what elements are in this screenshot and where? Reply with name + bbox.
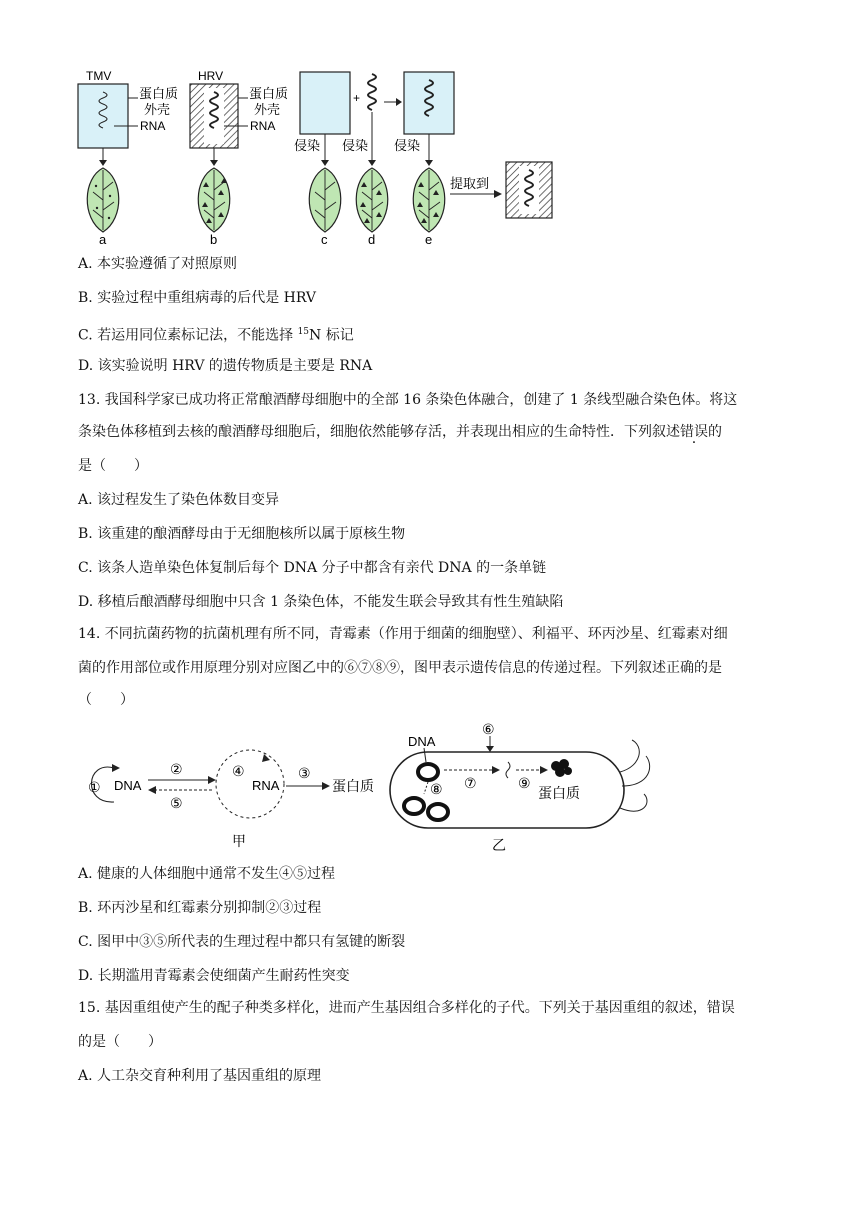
num-3: ③ <box>298 765 311 781</box>
leaf-label-a: a <box>99 232 107 246</box>
hrv-shell-label1: 蛋白质 <box>249 86 289 101</box>
label-yi: 乙 <box>492 837 506 853</box>
infect-label-d: 侵染 <box>342 138 369 153</box>
q12-option-c: C. 若运用同位素标记法，不能选择 $^{15}$N 标记 <box>78 327 354 344</box>
protein-label-jia: 蛋白质 <box>332 778 374 794</box>
num-8: ⑧ <box>430 781 443 797</box>
q12-option-a: A. 本实验遵循了对照原则 <box>78 256 238 272</box>
q13-stem-line2: 条染色体移植到去核的酿酒酵母细胞后，细胞依然能够存活，并表现出相应的生命特性．下列叙述错误的 <box>78 424 722 440</box>
num-4: ④ <box>232 763 245 779</box>
tmv-shell-label2: 外壳 <box>144 102 171 117</box>
virus-experiment-figure <box>72 62 572 246</box>
rna-label: RNA <box>252 778 280 793</box>
q13-option-d: D. 移植后酿酒酵母细胞中只含 1 条染色体，不能发生联会导致其有性生殖缺陷 <box>78 594 564 610</box>
q13-stem-line1: 13. 我国科学家已成功将正常酿酒酵母细胞中的全部 16 条染色体融合，创建了 1 条线型融合染色体。将这 <box>78 392 738 408</box>
num-1: ① <box>88 779 101 795</box>
leaf-d <box>356 168 388 232</box>
plus-sign: + <box>353 91 361 105</box>
q15-stem-line1: 15. 基因重组使产生的配子种类多样化，进而产生基因组合多样化的子代。下列关于基因重组的叙述，错误 <box>78 1000 735 1016</box>
dna-label-jia: DNA <box>114 778 142 793</box>
leaf-label-e: e <box>425 232 433 246</box>
q14-stem-line1: 14. 不同抗菌药物的抗菌机理有所不同，青霉素（作用于细菌的细胞壁）、利福平、环丙沙星、红霉素对细 <box>78 626 728 642</box>
q12-option-b: B. 实验过程中重组病毒的后代是 HRV <box>78 290 316 306</box>
q13-stem-line3: 是（ ） <box>78 458 148 474</box>
q15-option-a: A. 人工杂交育种利用了基因重组的原理 <box>78 1068 322 1084</box>
hrv-rna-label: RNA <box>250 119 276 133</box>
q14-option-d: D. 长期滥用青霉素会使细菌产生耐药性突变 <box>78 968 350 984</box>
q14-stem-line2: 菌的作用部位或作用原理分别对应图乙中的⑥⑦⑧⑨，图甲表示遗传信息的传递过程。下列叙述正确的是 <box>78 660 722 676</box>
q13-option-c: C. 该条人造单染色体复制后每个 DNA 分子中都含有亲代 DNA 的一条单链 <box>78 560 547 576</box>
num-7: ⑦ <box>464 775 477 791</box>
num-9: ⑨ <box>518 775 531 791</box>
tmv-label: TMV <box>86 69 112 83</box>
empty-shell-box <box>300 72 350 134</box>
leaf-c <box>309 168 341 232</box>
num-6: ⑥ <box>482 721 495 737</box>
tmv-rna-label: RNA <box>140 119 166 133</box>
genetic-info-figure <box>72 716 652 854</box>
leaf-label-b: b <box>210 232 218 246</box>
hrv-shell-label2: 外壳 <box>254 102 281 117</box>
leaf-a <box>87 168 119 232</box>
q14-option-c: C. 图甲中③⑤所代表的生理过程中都只有氢键的断裂 <box>78 934 406 950</box>
extract-label: 提取到 <box>450 176 490 191</box>
emphasis-mark: 错误 <box>680 424 708 440</box>
q14-stem-line3: （ ） <box>78 692 134 708</box>
free-rna-coil <box>368 74 376 110</box>
q14-option-b: B. 环丙沙星和红霉素分别抑制②③过程 <box>78 900 322 916</box>
q15-stem-line2: 的是（ ） <box>78 1034 162 1050</box>
num-5: ⑤ <box>170 795 183 811</box>
num-2: ② <box>170 761 183 777</box>
q14-option-a: A. 健康的人体细胞中通常不发生④⑤过程 <box>78 866 336 882</box>
infect-label-c: 侵染 <box>294 138 321 153</box>
label-jia: 甲 <box>232 833 246 849</box>
infect-label-e: 侵染 <box>394 138 421 153</box>
dna-label-yi: DNA <box>408 734 436 749</box>
q13-option-a: A. 该过程发生了染色体数目变异 <box>78 492 280 508</box>
tmv-shell-label1: 蛋白质 <box>139 86 179 101</box>
leaf-label-c: c <box>321 232 328 246</box>
hrv-label: HRV <box>198 69 224 83</box>
protein-label-yi: 蛋白质 <box>538 785 580 801</box>
flagella <box>620 740 650 811</box>
leaf-e <box>413 168 445 232</box>
q13-option-b: B. 该重建的酿酒酵母由于无细胞核所以属于原核生物 <box>78 526 406 542</box>
q12-option-d: D. 该实验说明 HRV 的遗传物质是主要是 RNA <box>78 358 373 374</box>
leaf-b <box>198 168 230 232</box>
leaf-label-d: d <box>368 232 376 246</box>
